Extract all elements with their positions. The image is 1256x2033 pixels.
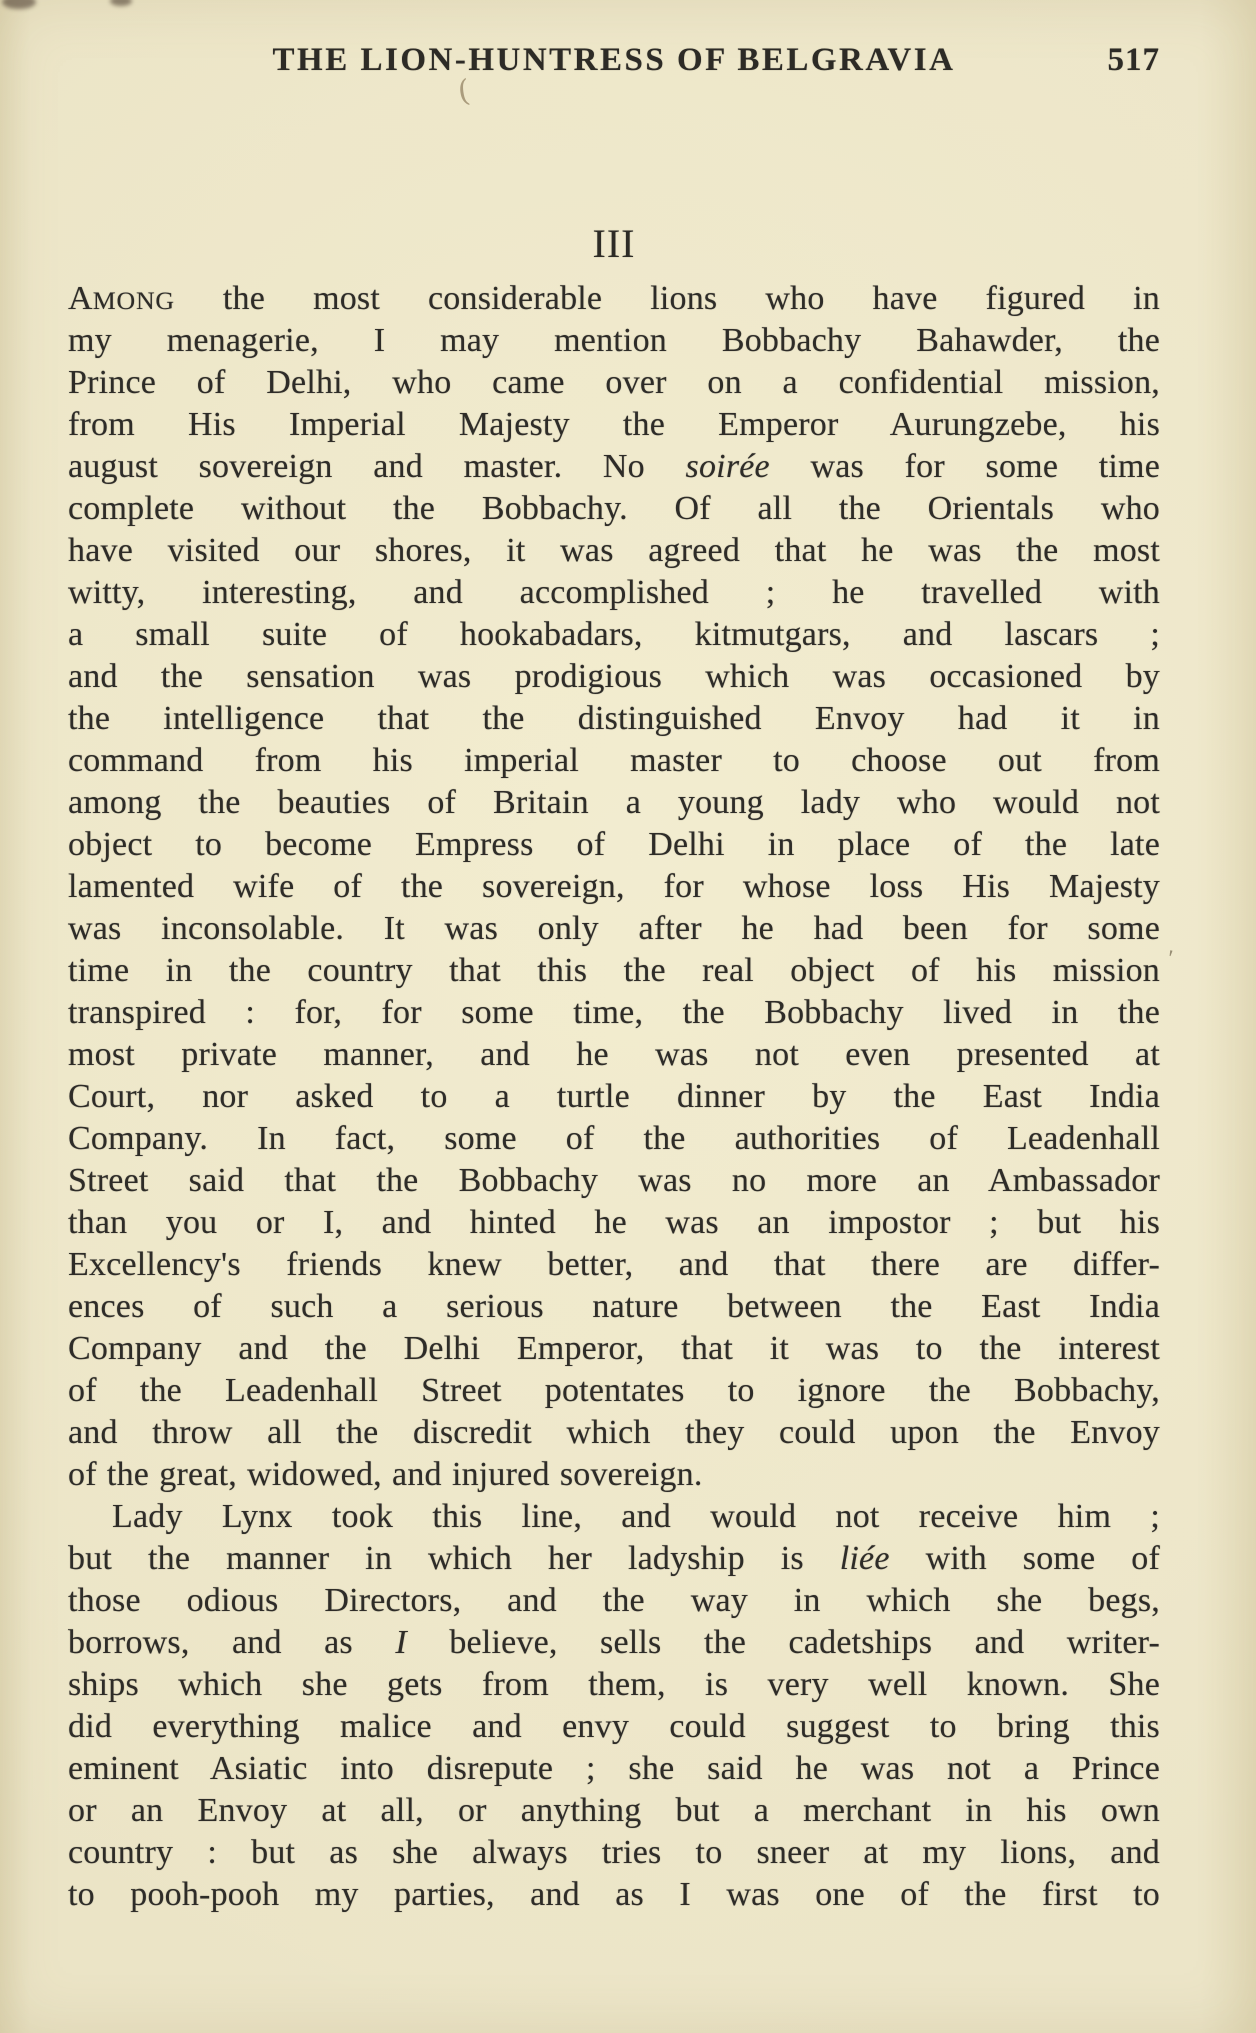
text-line: my menagerie, I may mention Bobbachy Bahawder, the bbox=[68, 322, 1160, 359]
text-line: a small suite of hookabadars, kitmutgars, and lascars ; bbox=[68, 616, 1160, 653]
text-line: august sovereign and master. No soirée was for some time bbox=[68, 448, 1160, 485]
text-line: than you or I, and hinted he was an impostor ; but his bbox=[68, 1204, 1160, 1241]
pen-mark: ( bbox=[455, 73, 473, 110]
text-line: those odious Directors, and the way in which she begs, bbox=[68, 1582, 1160, 1619]
text-line: among the beauties of Britain a young lady who would not bbox=[68, 784, 1160, 821]
text-line: country : but as she always tries to sneer at my lions, and bbox=[68, 1834, 1160, 1871]
text-line: and throw all the discredit which they could upon the Envoy bbox=[68, 1414, 1160, 1451]
text-line: Company and the Delhi Emperor, that it was to the interest bbox=[68, 1330, 1160, 1367]
text-line: transpired : for, for some time, the Bobbachy lived in the bbox=[68, 994, 1160, 1031]
margin-tick: ' bbox=[1164, 945, 1175, 973]
text-line: was inconsolable. It was only after he had been for some bbox=[68, 910, 1160, 947]
text-line: Company. In fact, some of the authorities of Leadenhall bbox=[68, 1120, 1160, 1157]
text-line: Court, nor asked to a turtle dinner by the East India bbox=[68, 1078, 1160, 1115]
scan-smudge bbox=[2, 0, 36, 9]
text-line: Lady Lynx took this line, and would not receive him ; bbox=[112, 1498, 1160, 1535]
text-line: AMONG the most considerable lions who have figured in bbox=[68, 280, 1160, 317]
text-line: complete without the Bobbachy. Of all the Orientals who bbox=[68, 490, 1160, 527]
text-line: and the sensation was prodigious which was occasioned by bbox=[68, 658, 1160, 695]
text-line: lamented wife of the sovereign, for whose loss His Majesty bbox=[68, 868, 1160, 905]
text-line: did everything malice and envy could suggest to bring this bbox=[68, 1708, 1160, 1745]
text-line: time in the country that this the real object of his mission bbox=[68, 952, 1160, 989]
text-line: of the great, widowed, and injured sovereign. bbox=[68, 1456, 703, 1493]
text-line: Excellency's friends knew better, and that there are differ- bbox=[68, 1246, 1160, 1283]
page-number: 517 bbox=[1107, 42, 1160, 78]
running-title: THE LION-HUNTRESS OF BELGRAVIA bbox=[272, 42, 956, 78]
text-line: ences of such a serious nature between the East India bbox=[68, 1288, 1160, 1325]
text-line: eminent Asiatic into disrepute ; she said he was not a Prince bbox=[68, 1750, 1160, 1787]
scan-smudge bbox=[110, 0, 132, 6]
text-line: to pooh-pooh my parties, and as I was one of the first to bbox=[68, 1876, 1160, 1913]
text-line: of the Leadenhall Street potentates to ignore the Bobbachy, bbox=[68, 1372, 1160, 1409]
text-line: borrows, and as I believe, sells the cadetships and writer- bbox=[68, 1624, 1161, 1661]
page-body bbox=[68, 278, 1160, 1916]
text-line: command from his imperial master to choose out from bbox=[68, 742, 1160, 779]
text-line: object to become Empress of Delhi in place of the late bbox=[68, 826, 1160, 863]
text-line: from His Imperial Majesty the Emperor Aurungzebe, his bbox=[68, 406, 1160, 443]
text-line: or an Envoy at all, or anything but a merchant in his own bbox=[68, 1792, 1160, 1829]
text-line: most private manner, and he was not even presented at bbox=[68, 1036, 1160, 1073]
text-line: Prince of Delhi, who came over on a confidential mission, bbox=[68, 364, 1160, 401]
text-line: have visited our shores, it was agreed that he was the most bbox=[68, 532, 1160, 569]
text-line: ships which she gets from them, is very well known. She bbox=[68, 1666, 1160, 1703]
text-line: but the manner in which her ladyship is liée with some of bbox=[68, 1540, 1160, 1577]
running-head bbox=[68, 42, 1160, 82]
text-line: Street said that the Bobbachy was no more an Ambassador bbox=[68, 1162, 1160, 1199]
text-line: the intelligence that the distinguished Envoy had it in bbox=[68, 700, 1160, 737]
text-line: witty, interesting, and accomplished ; he travelled with bbox=[68, 574, 1160, 611]
section-heading: III bbox=[592, 221, 636, 266]
